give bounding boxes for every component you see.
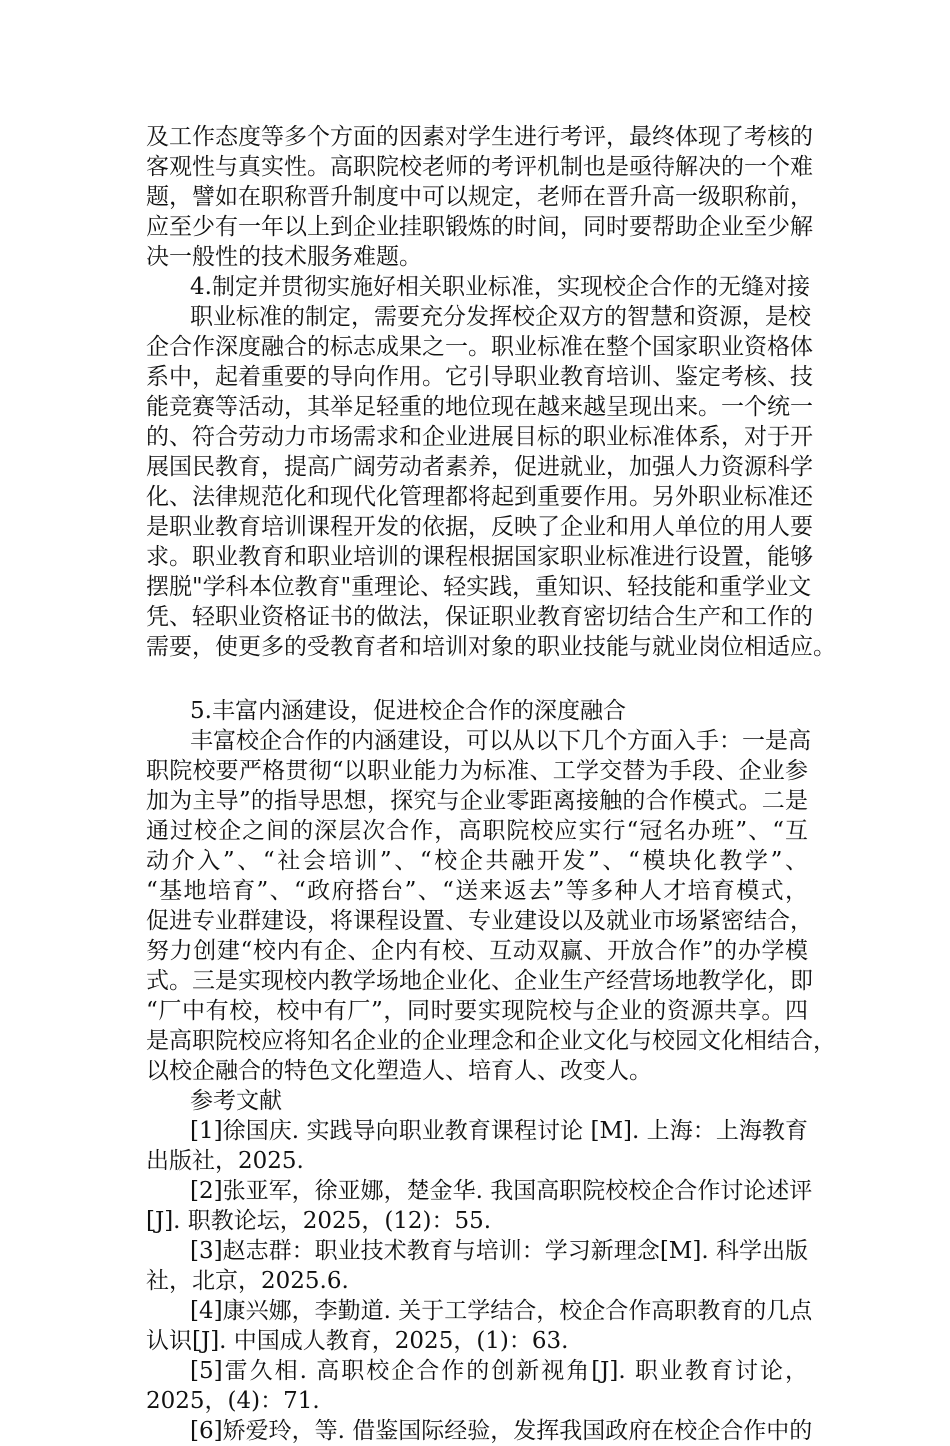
reference-line: [4]康兴娜，李勤道. 关于工学结合，校企合作高职教育的几点: [190, 1298, 813, 1324]
text-line: 凭、轻职业资格证书的做法，保证职业教育密切结合生产和工作的: [146, 604, 813, 630]
text-line: 的、符合劳动力市场需求和企业进展目标的职业标准体系，对于开: [146, 424, 813, 450]
reference-line: [2]张亚军，徐亚娜，楚金华. 我国高职院校校企合作讨论述评: [190, 1178, 813, 1204]
text-line: “厂中有校，校中有厂”，同时要实现院校与企业的资源共享。四: [146, 998, 808, 1024]
text-line: 决一般性的技术服务难题。: [146, 244, 422, 270]
text-line: 应至少有一年以上到企业挂职锻炼的时间，同时要帮助企业至少解: [146, 214, 813, 240]
text-line: 加为主导”的指导思想，探究与企业零距离接触的合作模式。二是: [146, 788, 808, 814]
reference-item-4: [146, 1296, 813, 1356]
reference-line: 出版社，2025.: [146, 1148, 304, 1174]
reference-item-1: [146, 1116, 808, 1176]
text-line: 是高职院校应将知名企业的企业理念和企业文化与校园文化相结合，: [146, 1028, 836, 1054]
text-line: “基地培育”、“政府搭台”、“送来返去”等多种人才培育模式，: [146, 878, 808, 904]
document-body: [146, 122, 836, 1446]
text-line: 客观性与真实性。高职院校老师的考评机制也是亟待解决的一个难: [146, 154, 813, 180]
reference-line: 2025，(4)：71.: [146, 1388, 320, 1414]
text-line: 及工作态度等多个方面的因素对学生进行考评，最终体现了考核的: [146, 124, 813, 150]
paragraph-vocational-standards: [146, 302, 836, 662]
text-line: 求。职业教育和职业培训的课程根据国家职业标准进行设置，能够: [146, 544, 813, 570]
text-line: 展国民教育，提高广阔劳动者素养，促进就业，加强人力资源科学: [146, 454, 813, 480]
text-line: 系中，起着重要的导向作用。它引导职业教育培训、鉴定考核、技: [146, 364, 813, 390]
text-line: 以校企融合的特色文化塑造人、培育人、改变人。: [146, 1058, 652, 1084]
text-line: 丰富校企合作的内涵建设，可以从以下几个方面入手：一是高: [190, 728, 811, 754]
reference-line: [J]. 职教论坛，2025，(12)：55.: [146, 1208, 492, 1234]
paragraph-gap: [146, 662, 808, 696]
text-line: 化、法律规范化和现代化管理都将起到重要作用。另外职业标准还: [146, 484, 813, 510]
reference-item-3: [146, 1236, 808, 1296]
text-line: 需要，使更多的受教育者和培训对象的职业技能与就业岗位相适应。: [146, 634, 836, 660]
reference-item-5: [146, 1356, 808, 1416]
text-line: 职院校要严格贯彻“以职业能力为标准、工学交替为手段、企业参: [146, 758, 808, 784]
text-line: 促进专业群建设，将课程设置、专业建设以及就业市场紧密结合，: [146, 908, 813, 934]
text-line: 通过校企之间的深层次合作，高职院校应实行“冠名办班”、“互: [146, 818, 808, 844]
text-line: 动介入”、“社会培训”、“校企共融开发”、“模块化教学”、: [146, 848, 808, 874]
text-line: 努力创建“校内有企、企内有校、互动双赢、开放合作”的办学模: [146, 938, 808, 964]
section-heading-4: 4.制定并贯彻实施好相关职业标准，实现校企合作的无缝对接: [190, 274, 810, 300]
paragraph-connotation: [146, 726, 836, 1086]
text-line: 职业标准的制定，需要充分发挥校企双方的智慧和资源，是校: [190, 304, 811, 330]
reference-item-6: [146, 1416, 813, 1446]
reference-item-2: [146, 1176, 813, 1236]
references-list: [146, 1116, 813, 1446]
text-line: 能竞赛等活动，其举足轻重的地位现在越来越呈现出来。一个统一: [146, 394, 813, 420]
reference-line: 社，北京，2025.6.: [146, 1268, 349, 1294]
reference-line: [5]雷久相. 高职校企合作的创新视角[J]. 职业教育讨论，: [190, 1358, 808, 1384]
reference-line: [6]矫爱玲，等. 借鉴国际经验，发挥我国政府在校企合作中的: [190, 1418, 813, 1444]
text-line: 是职业教育培训课程开发的依据，反映了企业和用人单位的用人要: [146, 514, 813, 540]
paragraph-assessment: [146, 122, 813, 272]
text-line: 企合作深度融合的标志成果之一。职业标准在整个国家职业资格体: [146, 334, 813, 360]
reference-line: [1]徐国庆. 实践导向职业教育课程讨论 [M]. 上海：上海教育: [190, 1118, 808, 1144]
text-line: 题，譬如在职称晋升制度中可以规定，老师在晋升高一级职称前，: [146, 184, 813, 210]
section-heading-5: 5.丰富内涵建设，促进校企合作的深度融合: [190, 698, 626, 724]
reference-line: 认识[J]. 中国成人教育，2025，(1)：63.: [146, 1328, 569, 1354]
text-line: 摆脱"学科本位教育"重理论、轻实践，重知识、轻技能和重学业文: [146, 574, 812, 600]
reference-line: [3]赵志群：职业技术教育与培训：学习新理念[M]. 科学出版: [190, 1238, 808, 1264]
text-line: 式。三是实现校内教学场地企业化、企业生产经营场地教学化，即: [146, 968, 813, 994]
references-title: 参考文献: [190, 1088, 282, 1114]
